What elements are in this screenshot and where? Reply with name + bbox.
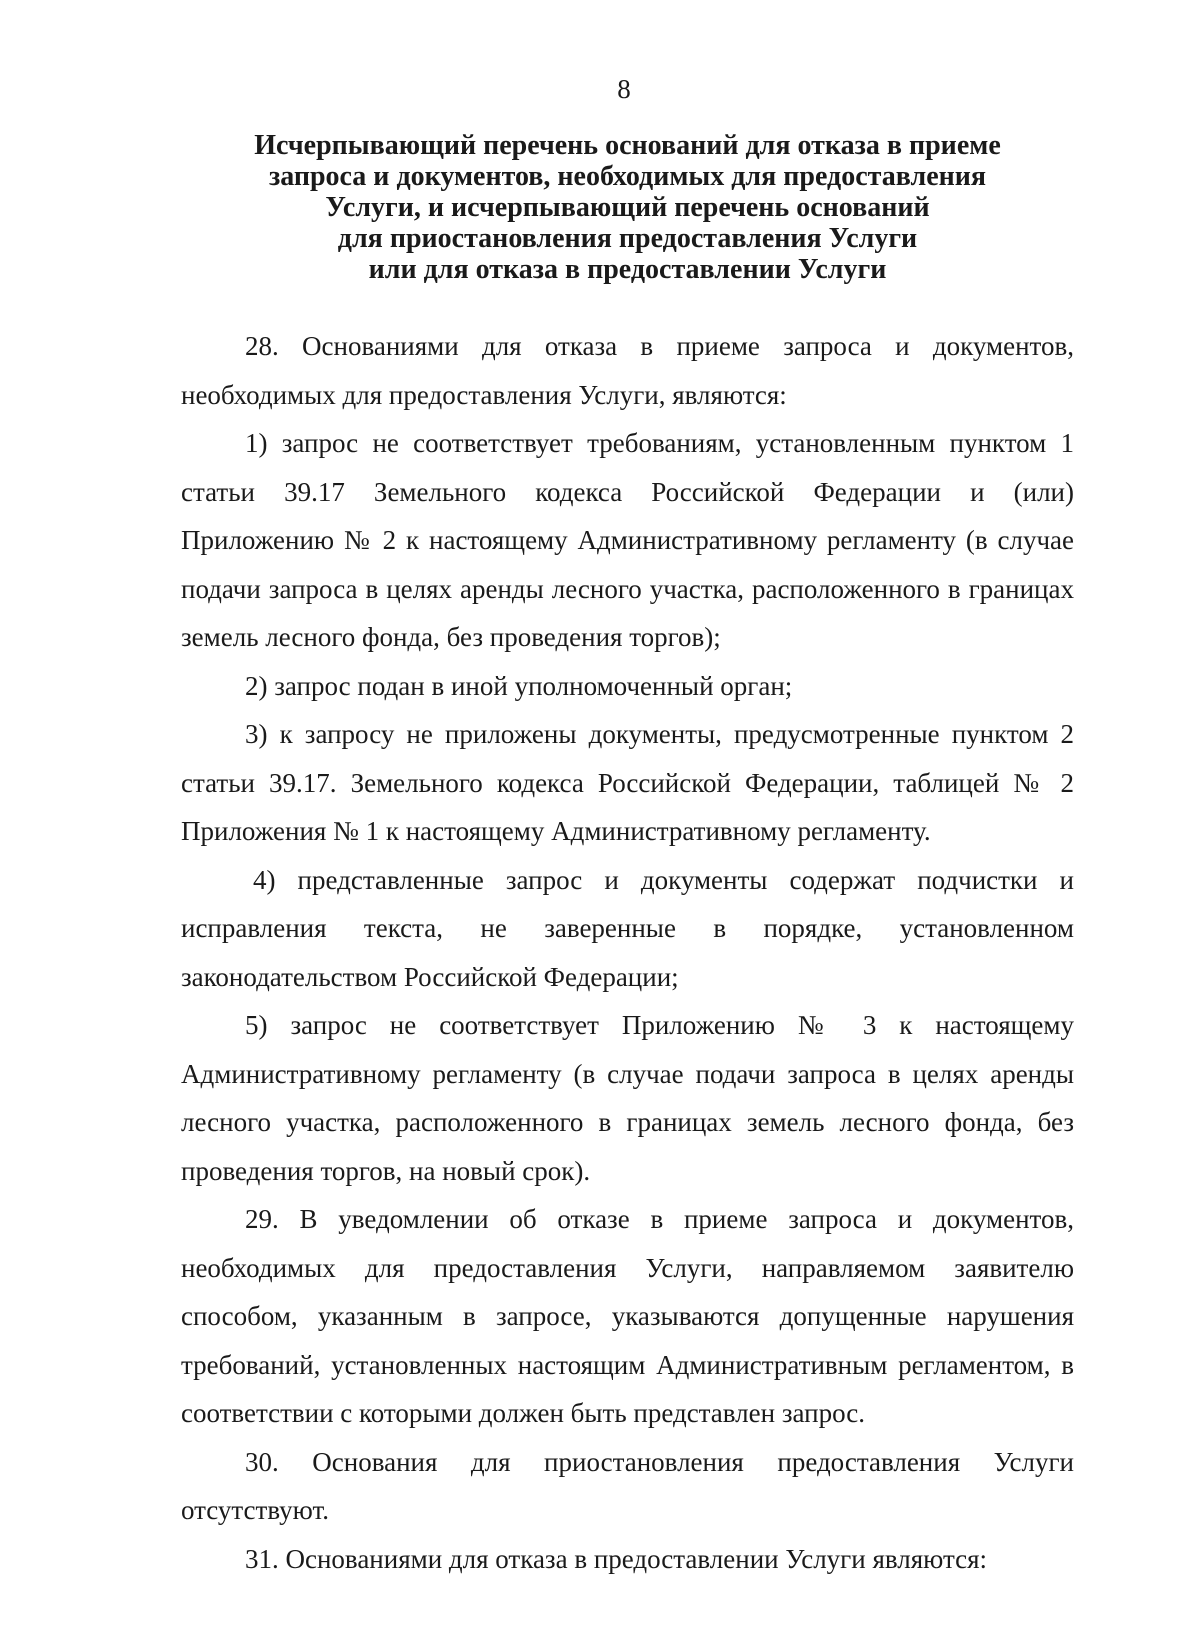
heading-line: для приостановления предоставления Услуги (337, 223, 918, 254)
list-item-5: 5) запрос не соответствует Приложению № 3 к настоящему Административному регламенту (в случае подачи запроса в целях аренды лесного участка, расположенного в границах земель лесного фонда, без проведения торгов, на новый срок). (181, 1010, 1074, 1186)
paragraph-30: 30. Основания для приостановления предоставления Услуги отсутствуют. (181, 1446, 1074, 1525)
document-body (181, 322, 1074, 1583)
list-item-3: 3) к запросу не приложены документы, предусмотренные пунктом 2 статьи 39.17. Земельного кодекса Российской Федерации, таблицей № 2 Приложения № 1 к настоящему Административному регламенту. (181, 719, 1074, 846)
paragraph-29: 29. В уведомлении об отказе в приеме запроса и документов, необходимых для предоставления Услуги, направляемом заявителю способом, указанным в запросе, указываются допущенные нарушения требований, установленных настоящим Административным регламентом, в соответствии с которыми должен быть представлен запрос. (181, 1204, 1074, 1428)
list-item-4: 4) представленные запрос и документы содержат подчистки и исправления текста, не заверенные в порядке, установленном законодательством Российской Федерации; (181, 864, 1074, 992)
list-item-1: 1) запрос не соответствует требованиям, установленным пунктом 1 статьи 39.17 Земельного кодекса Российской Федерации и (или) Приложению № 2 к настоящему Административному регламенту (в случае подачи запроса в целях аренды лесного участка, расположенного в границах земель лесного фонда, без проведения торгов); (181, 428, 1074, 652)
heading-line: или для отказа в предоставлении Услуги (368, 254, 887, 285)
paragraph-28: 28. Основаниями для отказа в приеме запроса и документов, необходимых для предоставления Услуги, являются: (181, 331, 1074, 410)
paragraph-31: 31. Основаниями для отказа в предоставлении Услуги являются: (245, 1543, 988, 1574)
list-item-2: 2) запрос подан в иной уполномоченный орган; (245, 670, 793, 701)
heading-line: запроса и документов, необходимых для предоставления (268, 161, 987, 192)
page-number: 8 (617, 74, 631, 104)
heading-line: Исчерпывающий перечень оснований для отказа в приеме (254, 130, 1001, 161)
heading-line: Услуги, и исчерпывающий перечень оснований (325, 192, 930, 223)
section-heading (180, 130, 1075, 285)
